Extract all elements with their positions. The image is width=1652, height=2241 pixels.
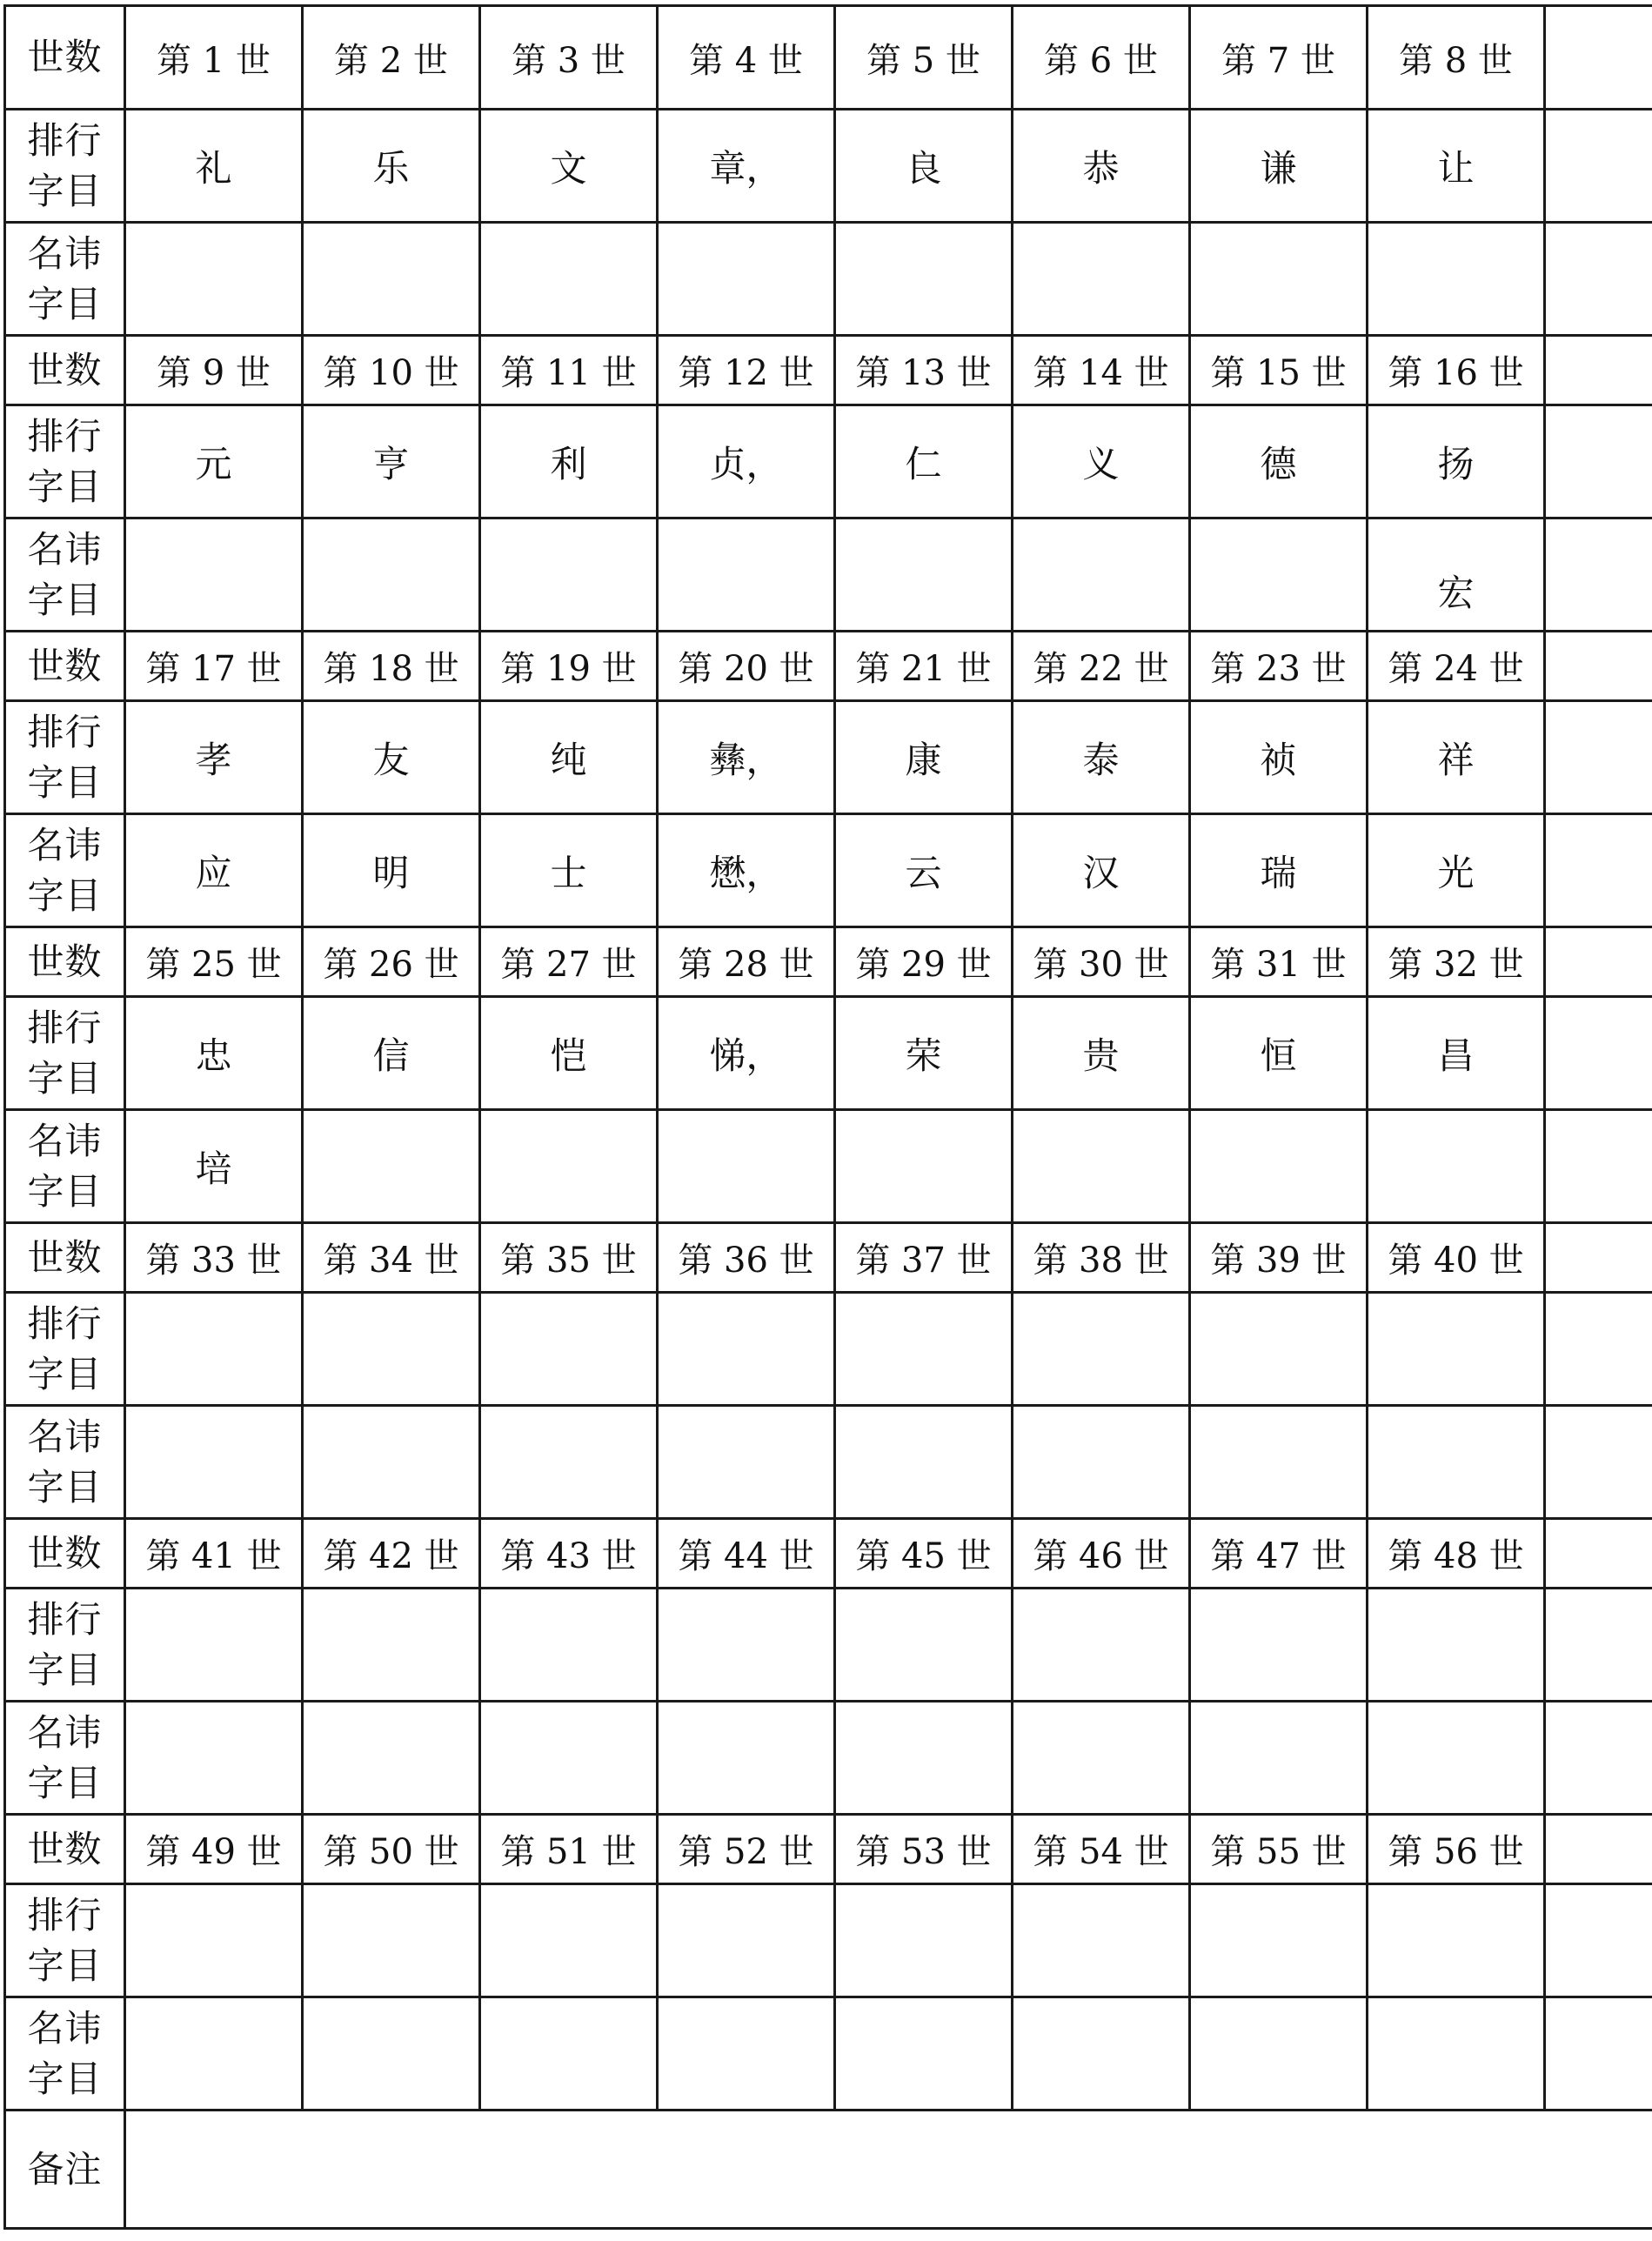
blank-edge-cell: [1545, 1884, 1652, 1997]
rank-character-cell: 章，: [658, 110, 835, 223]
rank-character-cell: 祯: [1190, 701, 1368, 814]
generation-cell: 第 15 世: [1190, 336, 1368, 405]
name-character-cell: [1013, 518, 1190, 632]
generation-cell: 第 17 世: [125, 632, 303, 701]
blank-edge-cell: [1545, 1589, 1652, 1702]
generation-character-table: [3, 4, 1652, 2230]
generation-cell: 第 9 世: [125, 336, 303, 405]
name-character: 光: [1437, 851, 1475, 894]
name-character: 士: [550, 851, 587, 894]
rank-label-line1: 排行: [27, 710, 103, 753]
name-character-cell: [1013, 223, 1190, 336]
rank-character-cell: 元: [125, 405, 303, 518]
rank-character-cell: [1368, 1884, 1545, 1997]
name-label: [5, 1702, 125, 1815]
blank-edge-cell: [1545, 110, 1652, 223]
generation-cell: 第 16 世: [1368, 336, 1545, 405]
generation-cell: 第 47 世: [1190, 1519, 1368, 1589]
rank-label-line2: 字目: [27, 1056, 103, 1100]
rank-character-cell: [1368, 1589, 1545, 1702]
generation-label: 世数: [5, 632, 125, 701]
rank-character-cell: 恺: [480, 997, 658, 1110]
rank-character-cell: 恒: [1190, 997, 1368, 1110]
name-character-cell: [1013, 814, 1190, 927]
generation-cell: 第 53 世: [835, 1815, 1013, 1884]
name-character-row: [5, 1702, 1652, 1815]
rank-label-line2: 字目: [27, 1352, 103, 1395]
generation-cell: 第 11 世: [480, 336, 658, 405]
generation-cell: 第 21 世: [835, 632, 1013, 701]
generation-cell: 第 3 世: [480, 6, 658, 110]
blank-edge-cell: [1545, 701, 1652, 814]
generation-cell: 第 54 世: [1013, 1815, 1190, 1884]
rank-character-cell: [125, 1884, 303, 1997]
name-character-cell: [303, 518, 480, 632]
name-character-row: [5, 814, 1652, 927]
name-character-cell: [835, 1406, 1013, 1519]
generation-cell: 第 48 世: [1368, 1519, 1545, 1589]
rank-label-line1: 排行: [27, 1006, 103, 1049]
generation-cell: 第 6 世: [1013, 6, 1190, 110]
rank-character-cell: [480, 1293, 658, 1406]
generation-cell: 第 5 世: [835, 6, 1013, 110]
rank-character-cell: 仁: [835, 405, 1013, 518]
name-character-cell: [835, 814, 1013, 927]
generation-cell: 第 29 世: [835, 927, 1013, 997]
rank-character-cell: 信: [303, 997, 480, 1110]
name-character-cell: [658, 1997, 835, 2111]
generation-row: [5, 1223, 1652, 1293]
name-label-line1: 名讳: [27, 823, 103, 866]
name-character-cell: [303, 1406, 480, 1519]
rank-character-row: [5, 405, 1652, 518]
name-character: 宏: [1437, 571, 1475, 614]
rank-label-line2: 字目: [27, 1943, 103, 1987]
rank-character-cell: [658, 1589, 835, 1702]
generation-cell: 第 8 世: [1368, 6, 1545, 110]
generation-cell: 第 23 世: [1190, 632, 1368, 701]
rank-label-line1: 排行: [27, 414, 103, 458]
name-character-cell: [125, 1702, 303, 1815]
name-character-cell: [125, 1406, 303, 1519]
generation-cell: 第 25 世: [125, 927, 303, 997]
rank-character-row: [5, 1884, 1652, 1997]
rank-label-line2: 字目: [27, 169, 103, 212]
name-character-cell: [1368, 814, 1545, 927]
name-character-cell: [1368, 1997, 1545, 2111]
rank-label: [5, 1293, 125, 1406]
rank-character-cell: [125, 1293, 303, 1406]
generation-cell: 第 19 世: [480, 632, 658, 701]
rank-label-line2: 字目: [27, 760, 103, 804]
generation-cell: 第 34 世: [303, 1223, 480, 1293]
name-character-row: [5, 1997, 1652, 2111]
name-label: [5, 1406, 125, 1519]
generation-cell: 第 7 世: [1190, 6, 1368, 110]
name-character-cell: [658, 518, 835, 632]
name-character-cell: [1368, 223, 1545, 336]
name-character-cell: [1368, 1110, 1545, 1223]
generation-cell: 第 52 世: [658, 1815, 835, 1884]
rank-character-cell: [835, 1589, 1013, 1702]
name-label: [5, 1997, 125, 2111]
rank-character-cell: 利: [480, 405, 658, 518]
generation-cell: 第 28 世: [658, 927, 835, 997]
generation-cell: 第 37 世: [835, 1223, 1013, 1293]
blank-edge-cell: [1545, 1223, 1652, 1293]
rank-character-cell: 孝: [125, 701, 303, 814]
name-character-cell: [1190, 1110, 1368, 1223]
name-character-cell: [1013, 1997, 1190, 2111]
rank-character-cell: [1190, 1884, 1368, 1997]
generation-cell: 第 31 世: [1190, 927, 1368, 997]
rank-label: [5, 110, 125, 223]
name-character-cell: [835, 1110, 1013, 1223]
generation-cell: 第 46 世: [1013, 1519, 1190, 1589]
name-character-cell: [1013, 1406, 1190, 1519]
name-character-cell: [1190, 223, 1368, 336]
rank-label-line1: 排行: [27, 1893, 103, 1937]
name-character-cell: [125, 814, 303, 927]
name-character: 应: [195, 851, 232, 894]
rank-character-cell: 恭: [1013, 110, 1190, 223]
rank-character-cell: [658, 1293, 835, 1406]
generation-cell: 第 14 世: [1013, 336, 1190, 405]
rank-label-line1: 排行: [27, 1301, 103, 1345]
blank-edge-cell: [1545, 814, 1652, 927]
name-character-cell: [1013, 1110, 1190, 1223]
generation-cell: 第 26 世: [303, 927, 480, 997]
rank-character-cell: 让: [1368, 110, 1545, 223]
name-character: 汉: [1082, 851, 1120, 894]
generation-row: [5, 632, 1652, 701]
generation-cell: 第 55 世: [1190, 1815, 1368, 1884]
rank-character-cell: [835, 1884, 1013, 1997]
generation-cell: 第 22 世: [1013, 632, 1190, 701]
name-label-line1: 名讳: [27, 1415, 103, 1458]
name-character-cell: [1013, 1702, 1190, 1815]
rank-character-cell: 纯: [480, 701, 658, 814]
name-character: 瑞: [1260, 851, 1297, 894]
rank-character-cell: [303, 1884, 480, 1997]
rank-character-cell: [1190, 1589, 1368, 1702]
rank-character-cell: 文: [480, 110, 658, 223]
rank-character-cell: 谦: [1190, 110, 1368, 223]
name-character-row: [5, 223, 1652, 336]
remarks-row: [5, 2111, 1652, 2229]
generation-label: 世数: [5, 927, 125, 997]
generation-cell: 第 36 世: [658, 1223, 835, 1293]
generation-cell: 第 2 世: [303, 6, 480, 110]
name-character-cell: [480, 1702, 658, 1815]
rank-character-cell: 贵: [1013, 997, 1190, 1110]
generation-cell: 第 45 世: [835, 1519, 1013, 1589]
name-label: [5, 223, 125, 336]
generation-label: 世数: [5, 6, 125, 110]
rank-character-row: [5, 701, 1652, 814]
name-character-cell: [835, 1702, 1013, 1815]
rank-character-cell: [1368, 1293, 1545, 1406]
generation-cell: 第 41 世: [125, 1519, 303, 1589]
generation-row: [5, 336, 1652, 405]
rank-character-cell: [125, 1589, 303, 1702]
rank-character-cell: 悌，: [658, 997, 835, 1110]
name-label: [5, 518, 125, 632]
generation-row: [5, 6, 1652, 110]
rank-character-cell: [658, 1884, 835, 1997]
name-label-line1: 名讳: [27, 1119, 103, 1162]
name-label: [5, 1110, 125, 1223]
generation-cell: 第 44 世: [658, 1519, 835, 1589]
name-character-cell: [125, 223, 303, 336]
name-character-cell: [1368, 1406, 1545, 1519]
blank-edge-cell: [1545, 927, 1652, 997]
rank-character-cell: [1013, 1884, 1190, 1997]
generation-cell: 第 20 世: [658, 632, 835, 701]
name-character-cell: [658, 1702, 835, 1815]
name-character-cell: [480, 518, 658, 632]
generation-cell: 第 56 世: [1368, 1815, 1545, 1884]
rank-character-cell: [480, 1589, 658, 1702]
rank-character-cell: [1190, 1293, 1368, 1406]
name-character-cell: [658, 1406, 835, 1519]
rank-label-line1: 排行: [27, 1597, 103, 1641]
rank-character-cell: 扬: [1368, 405, 1545, 518]
generation-cell: 第 33 世: [125, 1223, 303, 1293]
name-character-cell: [835, 223, 1013, 336]
blank-edge-cell: [1545, 1293, 1652, 1406]
rank-character-cell: 乐: [303, 110, 480, 223]
table-body: [5, 6, 1652, 2229]
blank-edge-cell: [1545, 632, 1652, 701]
generation-cell: 第 24 世: [1368, 632, 1545, 701]
generation-cell: 第 38 世: [1013, 1223, 1190, 1293]
name-character-cell: [1190, 518, 1368, 632]
generation-cell: 第 32 世: [1368, 927, 1545, 997]
generation-cell: 第 43 世: [480, 1519, 658, 1589]
generation-label: 世数: [5, 336, 125, 405]
generation-cell: 第 12 世: [658, 336, 835, 405]
generation-row: [5, 1519, 1652, 1589]
generation-cell: 第 30 世: [1013, 927, 1190, 997]
blank-edge-cell: [1545, 1815, 1652, 1884]
name-character-cell: [658, 1110, 835, 1223]
rank-character-cell: 彝，: [658, 701, 835, 814]
name-character-cell: [480, 1110, 658, 1223]
rank-character-cell: 泰: [1013, 701, 1190, 814]
generation-cell: 第 49 世: [125, 1815, 303, 1884]
name-character: 云: [905, 851, 942, 894]
name-character-cell: [125, 1997, 303, 2111]
rank-character-cell: 亨: [303, 405, 480, 518]
rank-character-row: [5, 997, 1652, 1110]
blank-edge-cell: [1545, 1110, 1652, 1223]
blank-edge-cell: [1545, 1702, 1652, 1815]
generation-cell: 第 40 世: [1368, 1223, 1545, 1293]
name-character-cell: [303, 1110, 480, 1223]
rank-label-line2: 字目: [27, 1648, 103, 1691]
generation-label: 世数: [5, 1223, 125, 1293]
blank-edge-cell: [1545, 336, 1652, 405]
generation-cell: 第 50 世: [303, 1815, 480, 1884]
name-label: [5, 814, 125, 927]
blank-edge-cell: [1545, 518, 1652, 632]
name-label-line1: 名讳: [27, 2006, 103, 2050]
name-character-cell: [1190, 814, 1368, 927]
name-character-row: [5, 1406, 1652, 1519]
name-label-line1: 名讳: [27, 527, 103, 571]
rank-label: [5, 405, 125, 518]
generation-label: 世数: [5, 1519, 125, 1589]
blank-edge-cell: [1545, 1997, 1652, 2111]
generation-cell: 第 51 世: [480, 1815, 658, 1884]
rank-character-row: [5, 1293, 1652, 1406]
remarks-field[interactable]: [125, 2111, 1652, 2229]
name-character-cell: [835, 518, 1013, 632]
rank-character-cell: 义: [1013, 405, 1190, 518]
blank-edge-cell: [1545, 1519, 1652, 1589]
rank-character-cell: 祥: [1368, 701, 1545, 814]
rank-character-cell: [1013, 1589, 1190, 1702]
name-character-row: [5, 1110, 1652, 1223]
rank-label-line1: 排行: [27, 118, 103, 162]
rank-character-cell: [303, 1293, 480, 1406]
name-label-line2: 字目: [27, 2057, 103, 2100]
generation-cell: 第 27 世: [480, 927, 658, 997]
generation-cell: 第 10 世: [303, 336, 480, 405]
generation-label: 世数: [5, 1815, 125, 1884]
generation-row: [5, 927, 1652, 997]
rank-label: [5, 701, 125, 814]
name-character-cell: [480, 814, 658, 927]
rank-character-row: [5, 110, 1652, 223]
name-character: 明: [372, 851, 410, 894]
rank-character-cell: 贞，: [658, 405, 835, 518]
rank-label: [5, 1589, 125, 1702]
name-character-cell: [303, 814, 480, 927]
name-character: 培: [195, 1147, 232, 1190]
name-label-line2: 字目: [27, 873, 103, 917]
name-character-row: [5, 518, 1652, 632]
name-character: 懋，: [709, 851, 783, 894]
rank-character-cell: [303, 1589, 480, 1702]
name-character-cell: [658, 223, 835, 336]
name-label-line1: 名讳: [27, 1710, 103, 1754]
rank-character-cell: 德: [1190, 405, 1368, 518]
generation-cell: 第 39 世: [1190, 1223, 1368, 1293]
rank-character-row: [5, 1589, 1652, 1702]
name-label-line2: 字目: [27, 282, 103, 325]
generation-cell: 第 4 世: [658, 6, 835, 110]
remarks-label: 备注: [5, 2111, 125, 2229]
blank-edge-cell: [1545, 1406, 1652, 1519]
name-label-line2: 字目: [27, 1761, 103, 1804]
rank-label: [5, 997, 125, 1110]
rank-character-cell: 友: [303, 701, 480, 814]
name-label-line2: 字目: [27, 1169, 103, 1213]
name-character-cell: [1190, 1997, 1368, 2111]
name-character-cell: [303, 1702, 480, 1815]
name-character-cell: [1190, 1702, 1368, 1815]
name-character-cell: [835, 1997, 1013, 2111]
name-character-cell: [1368, 1702, 1545, 1815]
rank-label: [5, 1884, 125, 1997]
blank-edge-cell: [1545, 405, 1652, 518]
name-character-cell: [1368, 518, 1545, 632]
rank-character-cell: 昌: [1368, 997, 1545, 1110]
generation-cell: 第 42 世: [303, 1519, 480, 1589]
name-character-cell: [303, 1997, 480, 2111]
generation-cell: 第 1 世: [125, 6, 303, 110]
name-character-cell: [125, 518, 303, 632]
rank-label-line2: 字目: [27, 465, 103, 508]
generation-row: [5, 1815, 1652, 1884]
rank-character-cell: 康: [835, 701, 1013, 814]
name-character-cell: [658, 814, 835, 927]
generation-cell: 第 35 世: [480, 1223, 658, 1293]
rank-character-cell: 荣: [835, 997, 1013, 1110]
rank-character-cell: 良: [835, 110, 1013, 223]
name-character-cell: [303, 223, 480, 336]
rank-character-cell: [835, 1293, 1013, 1406]
blank-edge-cell: [1545, 223, 1652, 336]
blank-edge-cell: [1545, 6, 1652, 110]
name-label-line1: 名讳: [27, 231, 103, 275]
name-character-cell: [125, 1110, 303, 1223]
name-character-cell: [480, 1997, 658, 2111]
name-character-cell: [1190, 1406, 1368, 1519]
name-label-line2: 字目: [27, 578, 103, 621]
rank-character-cell: [480, 1884, 658, 1997]
generation-cell: 第 13 世: [835, 336, 1013, 405]
name-label-line2: 字目: [27, 1465, 103, 1508]
name-character-cell: [480, 1406, 658, 1519]
rank-character-cell: 礼: [125, 110, 303, 223]
rank-character-cell: 忠: [125, 997, 303, 1110]
generation-cell: 第 18 世: [303, 632, 480, 701]
name-character-cell: [480, 223, 658, 336]
blank-edge-cell: [1545, 997, 1652, 1110]
rank-character-cell: [1013, 1293, 1190, 1406]
